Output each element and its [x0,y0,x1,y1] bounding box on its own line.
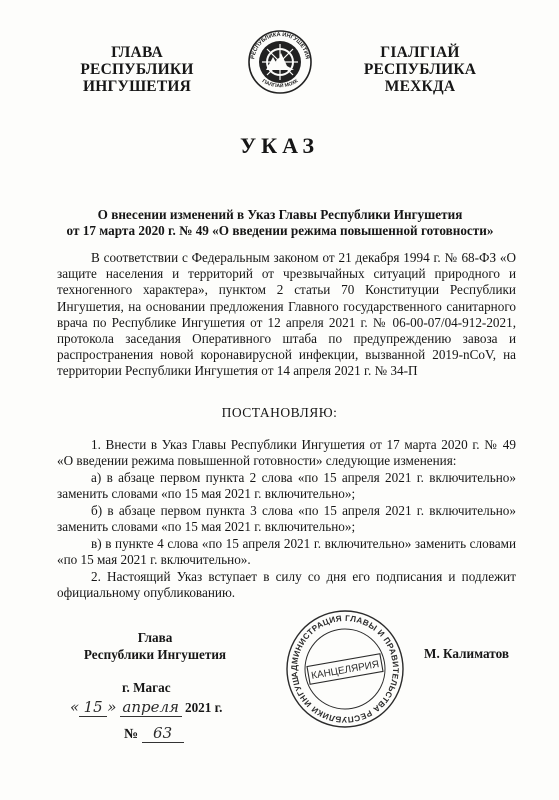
preamble [57,250,516,380]
signing-place: г. Магас [122,680,171,695]
signatory-position [60,629,250,663]
header-left-line: ИНГУШЕТИЯ [82,78,192,95]
subject-line: от 17 марта 2020 г. № 49 «О введении режима повышенной готовности» [66,223,494,238]
date-month: апреля [120,698,182,717]
stamp-ring-text: АДМИНИСТРАЦИЯ ГЛАВЫ И ПРАВИТЕЛЬСТВА РЕСПУБЛИКИ ИНГУШЕТИЯ [289,613,401,725]
header-right-line: ГIАЛГIАЙ [380,44,460,61]
date-day: 15 [79,698,107,717]
date-year: 2021 г. [184,700,223,715]
emblem-text-top: РЕСПУБЛИКА ИНГУШЕТИЯ [250,31,310,60]
chancellery-stamp [283,607,407,731]
header-left-line: ГЛАВА [111,44,163,61]
header-left [62,44,212,95]
emblem-text-bottom: ГIАЛГIАЙ МОХК [260,78,300,90]
decree-number [124,724,184,743]
decree-item: в) в пункте 4 слова «по 15 апреля 2021 г. включительно» заменить словами «по 15 мая 2021 г. включительно». [57,535,516,567]
header-right-line: МЕХКДА [384,78,456,95]
header-right-line: РЕСПУБЛИКА [363,61,477,78]
coat-of-arms-emblem [246,24,314,96]
decree-item: 2. Настоящий Указ вступает в силу со дня его подписания и подлежит официальному опубликованию. [57,568,516,600]
preamble-paragraph: В соответствии с Федеральным законом от 21 декабря 1994 г. № 68-ФЗ «О защите населения и территорий от чрезвычайных ситуаций природного и техногенного характера», пунктом 2 статьи 70 Конституции Республики Ингушетия, на основании предложения Главного государственного санитарного врача по Республике Ингушетия от 12 апреля 2021 г. № 06-00-07/04-912-2021, протокола заседания Оперативного штаба по предупреждению завоза и распространения новой коронавирусной инфекции, вызванной 2019-nCoV, на территории Республики Ингушетия от 14 апреля 2021 г. № 34-П [57,250,516,379]
number-value: 63 [142,724,184,743]
decree-item: б) в абзаце первом пункта 3 слова «по 15 апреля 2021 г. включительно» заменить словами «по 15 мая 2021 г. включительно»; [57,502,516,535]
header-right [345,44,495,95]
decree-items [57,437,516,602]
header-left-line: РЕСПУБЛИКИ [80,61,194,78]
decree-heading: ПОСТАНОВЛЯЮ: [221,405,338,420]
document-subject [40,207,520,239]
stamp-center-text: КАНЦЕЛЯРИЯ [310,659,381,682]
subject-line: О внесении изменений в Указ Главы Республики Ингушетия [97,207,463,222]
signatory-position-line: Глава [137,630,173,645]
signatory-position-line: Республики Ингушетия [83,647,227,662]
date-close-quote: » [107,698,117,716]
document-title: УКАЗ [239,133,320,158]
decree-item: а) в абзаце первом пункта 2 слова «по 15 апреля 2021 г. включительно» заменить словами «по 15 мая 2021 г. включительно»; [57,469,516,502]
decree-item: 1. Внести в Указ Главы Республики Ингушетия от 17 марта 2020 г. № 49 «О введении режима повышенной готовности» следующие изменения: [57,437,516,469]
signatory-name: М. Калиматов [424,646,509,661]
number-prefix: № [124,727,139,742]
signing-date [70,698,222,717]
date-open-quote: « [70,698,80,716]
